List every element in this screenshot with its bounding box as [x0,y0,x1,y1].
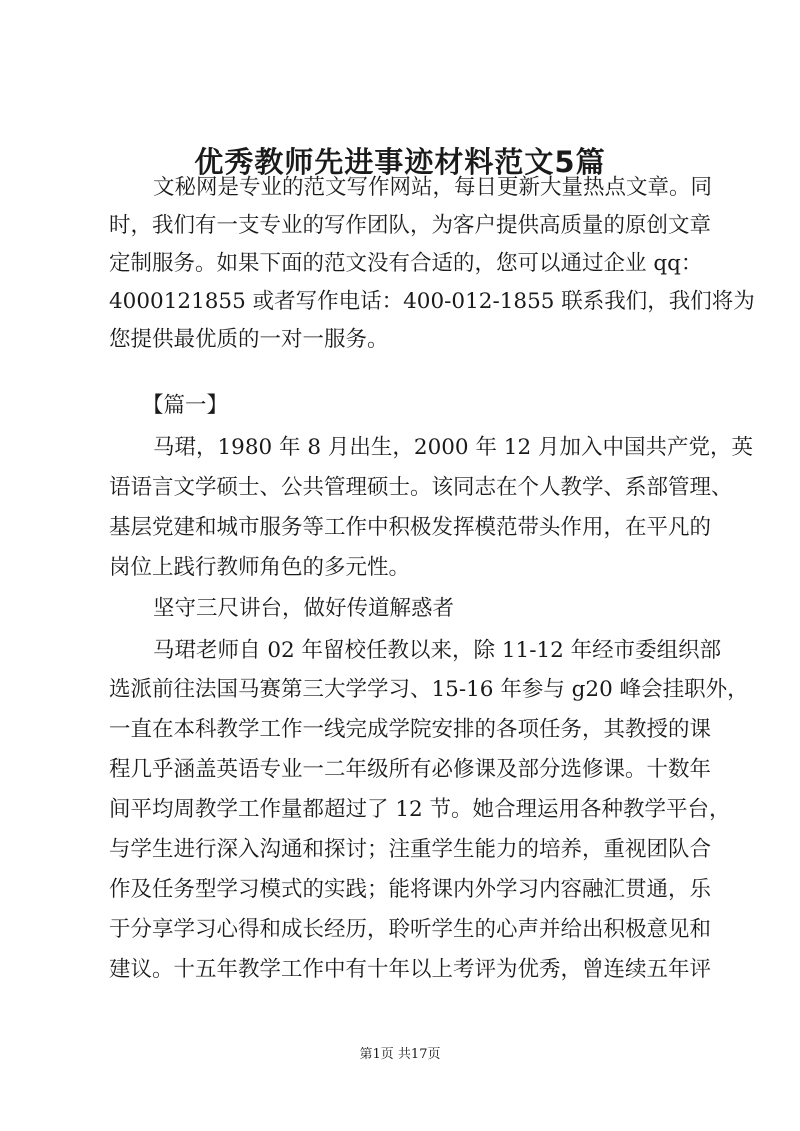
section-heading: 【篇一】 [142,393,229,418]
paragraph-line: 一直在本科教学工作一线完成学院安排的各项任务，其教授的课 [109,717,712,742]
page-number-footer: 第1页 共17页 [359,1047,441,1062]
paragraph-line: 与学生进行深入沟通和探讨；注重学生能力的培养，重视团队合 [109,837,712,862]
intro-line: 4000121855 或者写作电话：400-012-1855 联系我们，我们将为 [109,289,755,314]
paragraph-line: 建议。十五年教学工作中有十年以上考评为优秀，曾连续五年评 [109,957,712,982]
paragraph-line: 于分享学习心得和成长经历，聆听学生的心声并给出积极意见和 [109,917,712,942]
document-title: 优秀教师先进事迹材料范文5篇 [194,145,606,179]
paragraph-line: 作及任务型学习模式的实践；能将课内外学习内容融汇贯通，乐 [109,877,712,902]
paragraph-line: 马珺老师自 02 年留校任教以来，除 11-12 年经市委组织部 [153,638,722,663]
paragraph-line: 程几乎涵盖英语专业一二年级所有必修课及部分选修课。十数年 [109,757,712,782]
paragraph-line: 岗位上践行教师角色的多元性。 [109,555,411,580]
intro-line: 定制服务。如果下面的范文没有合适的，您可以通过企业 qq： [109,251,703,276]
paragraph-line: 马珺，1980 年 8 月出生，2000 年 12 月加入中国共产党，英 [153,435,753,460]
intro-line: 您提供最优质的一对一服务。 [109,327,389,352]
paragraph-line: 选派前往法国马赛第三大学学习、15-16 年参与 g20 峰会挂职外， [109,677,749,702]
paragraph-line: 基层党建和城市服务等工作中积极发挥模范带头作用，在平凡的 [109,515,712,540]
paragraph-line: 间平均周教学工作量都超过了 12 节。她合理运用各种教学平台， [109,797,731,822]
intro-line: 文秘网是专业的范文写作网站，每日更新大量热点文章。同 [153,175,713,200]
paragraph-line: 语语言文学硕士、公共管理硕士。该同志在个人教学、系部管理、 [109,475,733,500]
intro-line: 时，我们有一支专业的写作团队，为客户提供高质量的原创文章 [109,213,712,238]
subheading: 坚守三尺讲台，做好传道解惑者 [153,596,455,621]
